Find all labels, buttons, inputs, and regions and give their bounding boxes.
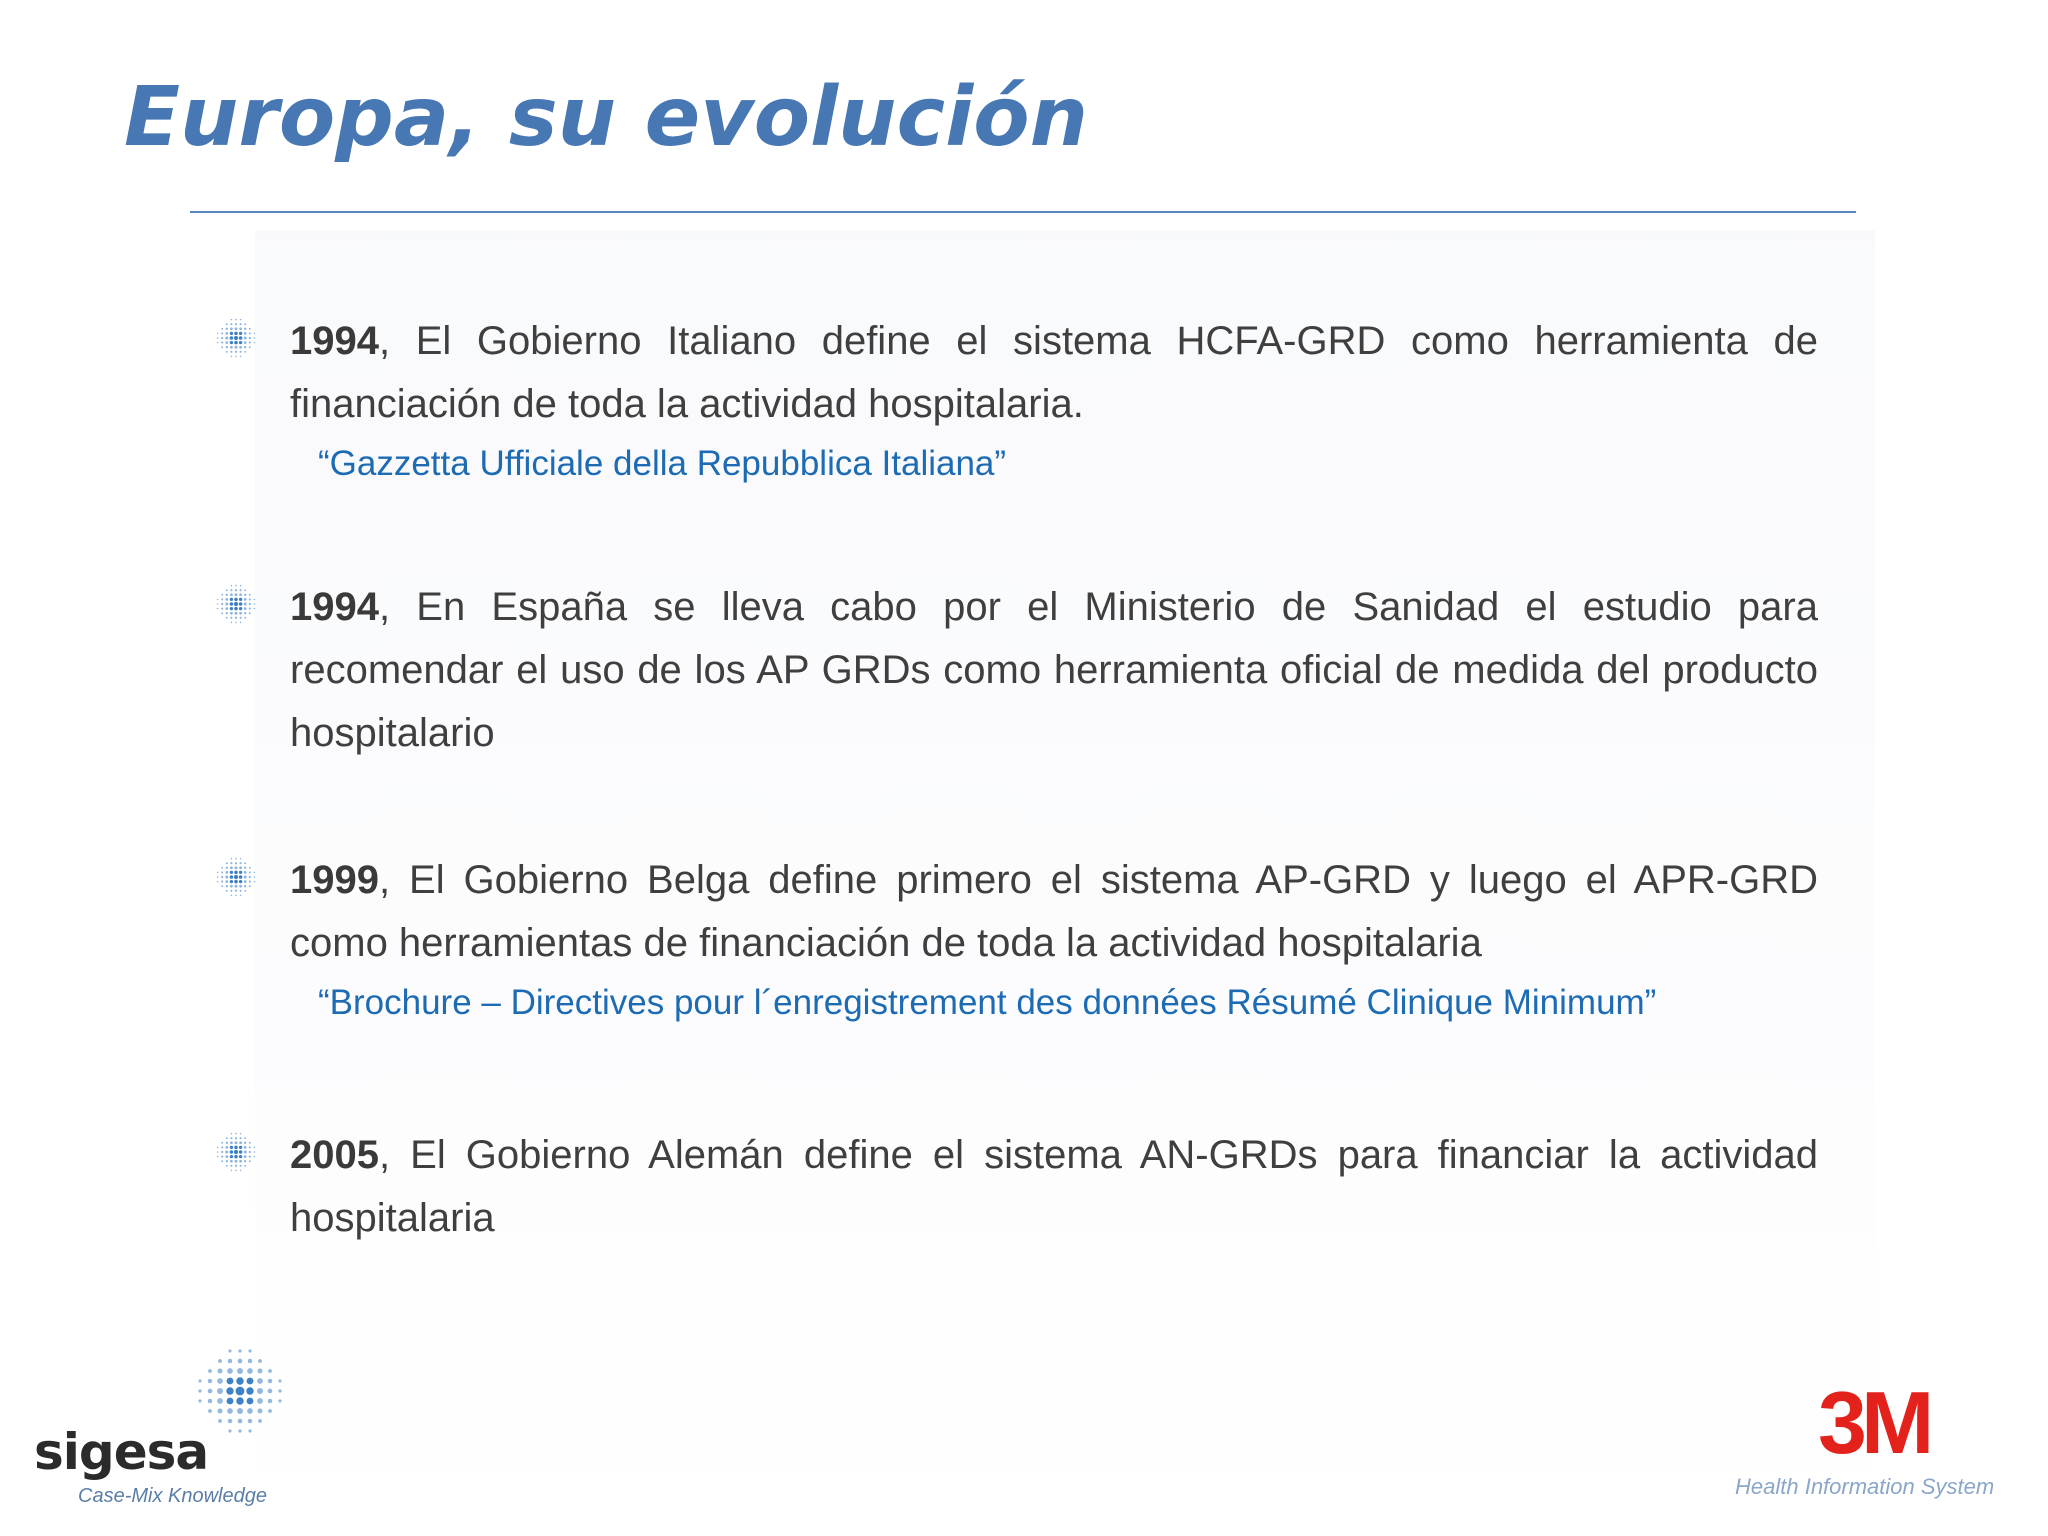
sigesa-logo bbox=[30, 1345, 300, 1515]
list-item bbox=[290, 849, 1818, 1023]
item-description: , El Gobierno Belga define primero el sistema AP-GRD y luego el APR-GRD como herramientas de financiación de toda la actividad hospitalaria bbox=[290, 858, 1818, 965]
dot-grid-bullet-icon bbox=[214, 1130, 258, 1174]
item-year: 1999 bbox=[290, 858, 379, 902]
title-divider bbox=[190, 211, 1856, 213]
item-description: , El Gobierno Italiano define el sistema HCFA-GRD como herramienta de financiación de toda la actividad hospitalaria. bbox=[290, 319, 1818, 426]
item-year: 1994 bbox=[290, 585, 379, 629]
dot-grid-bullet-icon bbox=[214, 582, 258, 626]
item-source: “Gazzetta Ufficiale della Repubblica Italiana” bbox=[318, 444, 1007, 483]
item-year: 1994 bbox=[290, 319, 379, 363]
sigesa-tagline: Case-Mix Knowledge bbox=[78, 1485, 267, 1507]
dot-grid-bullet-icon bbox=[214, 316, 258, 360]
3m-wordmark: 3M bbox=[1818, 1373, 1929, 1472]
item-description: , El Gobierno Alemán define el sistema AN-GRDs para financiar la actividad hospitalaria bbox=[290, 1133, 1818, 1240]
item-text bbox=[290, 849, 1818, 975]
page-title: Europa, su evolución bbox=[124, 70, 1088, 165]
item-year: 2005 bbox=[290, 1133, 379, 1177]
list-item bbox=[290, 576, 1818, 765]
item-text bbox=[290, 1124, 1818, 1250]
item-description: , En España se lleva cabo por el Ministerio de Sanidad el estudio para recomendar el uso de los AP GRDs como herramienta oficial de medida del producto hospitalario bbox=[290, 585, 1818, 755]
3m-tagline: Health Information System bbox=[1735, 1474, 1995, 1499]
3m-logo bbox=[1730, 1373, 2030, 1508]
item-source: “Brochure – Directives pour l´enregistrement des données Résumé Clinique Minimum” bbox=[318, 983, 1657, 1022]
dot-grid-bullet-icon bbox=[214, 855, 258, 899]
item-text bbox=[290, 576, 1818, 765]
item-text bbox=[290, 310, 1818, 436]
list-item bbox=[290, 1124, 1818, 1250]
list-item bbox=[290, 310, 1818, 484]
sigesa-wordmark: sigesa bbox=[34, 1423, 209, 1481]
